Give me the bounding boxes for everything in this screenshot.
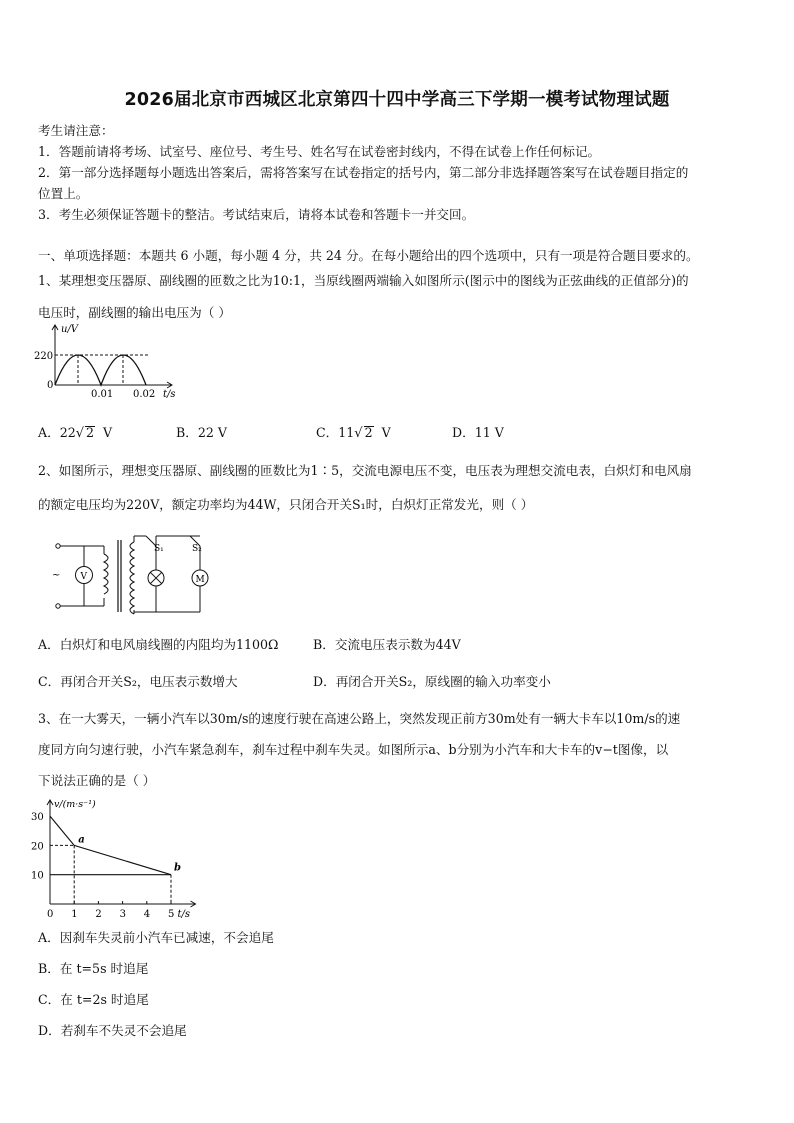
- q1-option-a: A．22√ 2 V: [38, 425, 113, 441]
- notice-item-2: 2．第一部分选择题每小题选出答案后，需将答案写在试卷指定的括号内，第二部分非选择题答案写在试卷题目指定的: [38, 165, 689, 180]
- q1-t2: 0.02: [133, 389, 156, 400]
- q1-origin: 0: [47, 380, 54, 391]
- q1-option-c-radicand: 2: [364, 425, 373, 440]
- q3-ylabel: v/(m·s⁻¹): [54, 799, 96, 810]
- q1-option-a-radicand: 2: [86, 425, 95, 440]
- q3-series-b-label: b: [174, 862, 181, 874]
- q3-x-tick-label: 1: [71, 909, 78, 918]
- q2-option-b: B．交流电压表示数为44V: [313, 637, 461, 652]
- q3-option-c: C．在 t=2s 时追尾: [38, 992, 149, 1007]
- section-heading: 一、单项选择题：本题共 6 小题，每小题 4 分，共 24 分。在每小题给出的四个选项中，只有一项是符合题目要求的。: [38, 248, 699, 263]
- q1-option-c-unit: V: [381, 425, 391, 440]
- q3-option-a: A．因刹车失灵前小汽车已减速，不会追尾: [38, 930, 274, 945]
- q1-option-b: B．22 V: [176, 425, 227, 440]
- q1-option-d: D．11 V: [452, 425, 504, 440]
- q1-option-a-unit: V: [103, 425, 113, 440]
- q1-stem-line2: 电压时，副线圈的输出电压为（ ）: [38, 305, 231, 320]
- page-title: 2026届北京市西城区北京第四十四中学高三下学期一模考试物理试题: [124, 90, 670, 110]
- q2-stem-line1: 2、如图所示，理想变压器原、副线圈的匝数比为1∶5，交流电源电压不变，电压表为理想交流电表，白炽灯和电风扇: [38, 463, 692, 478]
- s1-label: S₁: [154, 544, 164, 554]
- q3-x-tick-label: 4: [143, 909, 151, 918]
- q1-sine-curve: [55, 355, 146, 385]
- q3-x-tick-label: 0: [47, 909, 54, 918]
- q1-option-c-prefix: C．11: [316, 425, 355, 440]
- notice-item-3: 3．考生必须保证答题卡的整洁。考试结束后，请将本试卷和答题卡一并交回。: [38, 207, 475, 222]
- s2-label: S₂: [192, 544, 202, 554]
- primary-coil: [104, 554, 108, 594]
- q3-stem-line1: 3、在一大雾天，一辆小汽车以30m/s的速度行驶在高速公路上，突然发现正前方30m处有一辆大卡车以10m/s的速: [38, 711, 681, 726]
- notice-item-2-cont: 位置上。: [38, 186, 89, 201]
- q1-stem-line1: 1、某理想变压器原、副线圈的匝数之比为10:1，当原线圈两端输入如图所示(图示中的图线为正弦曲线的正值部分)的: [38, 273, 689, 288]
- notice-heading: 考生请注意：: [38, 123, 114, 138]
- q3-series-a-line: [50, 816, 171, 875]
- q3-x-tick-label: 2: [95, 909, 102, 918]
- q3-y-tick-label: 30: [31, 812, 44, 824]
- q2-circuit-diagram: [42, 526, 212, 618]
- q3-vt-chart: [30, 796, 220, 918]
- q3-xlabel: t/s: [177, 909, 191, 918]
- q1-xlabel: t/s: [163, 389, 176, 400]
- q3-stem-line2: 度同方向匀速行驶，小汽车紧急刹车，刹车过程中刹车失灵。如图所示a、b分别为小汽车和大卡车的v−t图像，以: [38, 742, 669, 757]
- q3-stem-line3: 下说法正确的是（ ）: [38, 773, 156, 788]
- q2-option-d: D．再闭合开关S₂，原线圈的输入功率变小: [313, 674, 551, 689]
- q3-x-tick-label: 5: [168, 909, 175, 918]
- q2-option-a: A．白炽灯和电风扇线圈的内阻均为1100Ω: [38, 637, 279, 652]
- q3-series-a-label: a: [78, 834, 85, 846]
- q1-option-c: C．11√ 2 V: [316, 425, 391, 441]
- q1-y-value: 220: [34, 351, 54, 362]
- motor-label: M: [195, 575, 205, 585]
- q1-t1: 0.01: [91, 389, 114, 400]
- q1-ylabel: u/V: [61, 324, 79, 335]
- voltmeter-label: V: [80, 572, 87, 582]
- secondary-coil: [130, 542, 134, 614]
- notice-item-1: 1．答题前请将考场、试室号、座位号、考生号、姓名写在试卷密封线内，不得在试卷上作任何标记。: [38, 144, 601, 159]
- q1-voltage-graph: [30, 322, 190, 402]
- q1-option-a-prefix: A．22: [38, 425, 76, 440]
- q3-x-tick-label: 3: [119, 909, 126, 918]
- ac-source-label: ~: [52, 570, 61, 581]
- q3-option-d: D．若刹车不失灵不会追尾: [38, 1023, 187, 1038]
- q3-option-b: B．在 t=5s 时追尾: [38, 961, 149, 976]
- q3-y-tick-label: 10: [31, 870, 44, 882]
- q3-y-tick-label: 20: [31, 841, 44, 853]
- q2-option-c: C．再闭合开关S₂，电压表示数增大: [38, 674, 238, 689]
- q2-stem-line2: 的额定电压均为220V，额定功率均为44W，只闭合开关S₁时，白炽灯正常发光，则（ ）: [38, 497, 534, 512]
